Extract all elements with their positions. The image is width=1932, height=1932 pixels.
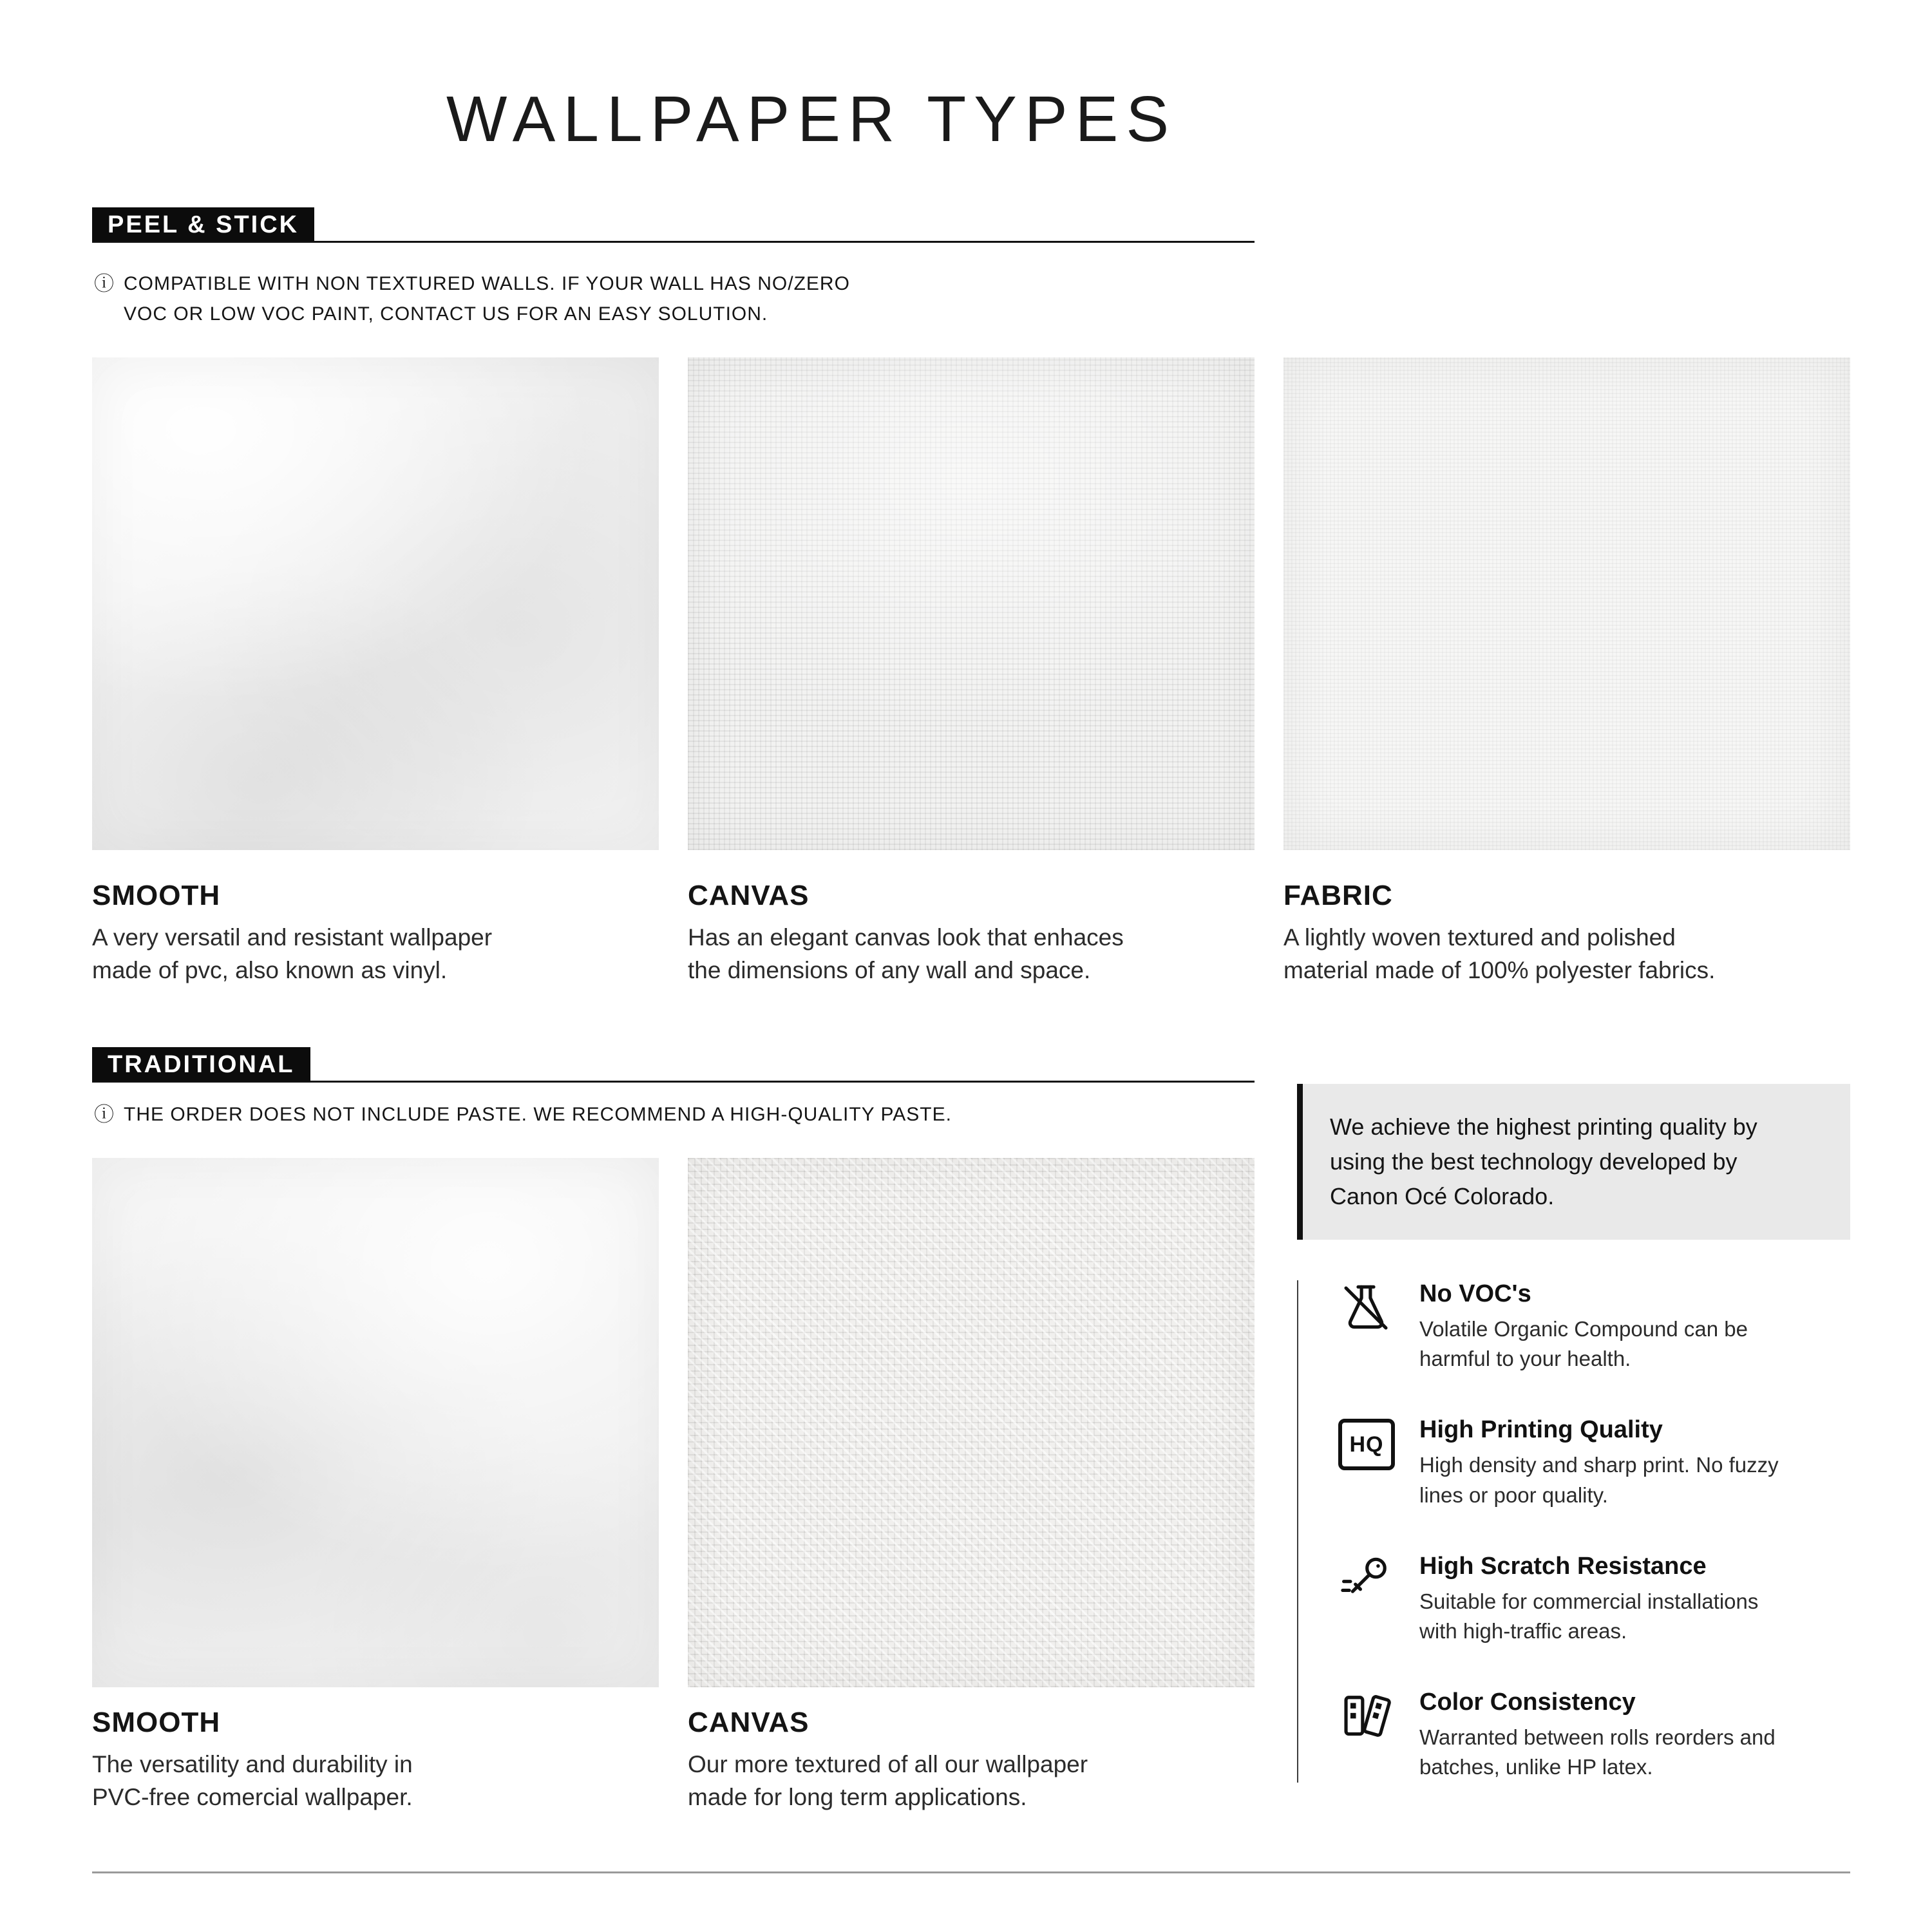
features-list bbox=[1297, 1280, 1850, 1783]
printing-quality-text: We achieve the highest printing quality by using the best technology developed by Canon Océ Colorado. bbox=[1330, 1113, 1757, 1209]
feature-item-color-consistency bbox=[1338, 1689, 1850, 1782]
section-badge-peel-stick: PEEL & STICK bbox=[92, 207, 314, 241]
traditional-canvas-column bbox=[688, 1158, 1255, 1814]
peel-stick-smooth-column bbox=[92, 357, 659, 987]
hq-icon bbox=[1338, 1416, 1403, 1470]
traditional-note bbox=[94, 1100, 952, 1130]
feature-description: Volatile Organic Compound can be harmful to your health. bbox=[1419, 1317, 1748, 1371]
type-description: A very versatil and resistant wallpaper made of pvc, also known as vinyl. bbox=[92, 924, 493, 984]
smooth-texture-image bbox=[92, 1158, 659, 1687]
peel-stick-note-text bbox=[124, 269, 850, 329]
peel-stick-canvas-column bbox=[688, 357, 1255, 987]
feature-text bbox=[1419, 1416, 1780, 1510]
fabric-texture-image bbox=[1283, 357, 1850, 850]
info-icon: ⓘ bbox=[94, 272, 115, 295]
smooth-texture-image bbox=[92, 357, 659, 850]
traditional-note-text bbox=[124, 1100, 952, 1130]
feature-title: No VOC's bbox=[1419, 1280, 1531, 1307]
feature-description: High density and sharp print. No fuzzy lines or poor quality. bbox=[1419, 1453, 1779, 1507]
feature-description: Warranted between rolls reorders and batches, unlike HP latex. bbox=[1419, 1725, 1776, 1779]
type-name: CANVAS bbox=[688, 1707, 810, 1738]
traditional-smooth-column bbox=[92, 1158, 659, 1814]
section-header-traditional bbox=[92, 1047, 1255, 1083]
type-description: Our more textured of all our wallpaper made for long term applications. bbox=[688, 1751, 1088, 1811]
scratch-resistance-icon bbox=[1338, 1553, 1403, 1611]
page-title: WALLPAPER TYPES bbox=[446, 83, 1177, 155]
info-icon: ⓘ bbox=[94, 1103, 115, 1126]
type-description: Has an elegant canvas look that enhaces the dimensions of any wall and space. bbox=[688, 924, 1124, 984]
peel-stick-swatches-row bbox=[92, 357, 1850, 987]
type-name: CANVAS bbox=[688, 880, 810, 911]
feature-title: Color Consistency bbox=[1419, 1689, 1636, 1716]
canvas-texture-image bbox=[688, 1158, 1255, 1687]
color-consistency-icon bbox=[1338, 1689, 1403, 1747]
feature-item-scratch-resistance bbox=[1338, 1553, 1850, 1646]
peel-stick-fabric-column bbox=[1283, 357, 1850, 987]
feature-text bbox=[1419, 1280, 1780, 1374]
type-description: A lightly woven textured and polished material made of 100% polyester fabrics. bbox=[1283, 924, 1716, 984]
bottom-divider bbox=[92, 1871, 1850, 1873]
feature-item-high-printing-quality bbox=[1338, 1416, 1850, 1510]
note-line-1: COMPATIBLE WITH NON TEXTURED WALLS. IF YOUR WALL HAS NO/ZERO bbox=[124, 273, 850, 294]
traditional-swatches-row bbox=[92, 1158, 1255, 1814]
type-name: SMOOTH bbox=[92, 880, 221, 911]
note-line-2: VOC OR LOW VOC PAINT, CONTACT US FOR AN EASY SOLUTION. bbox=[124, 303, 768, 325]
hq-icon-label: HQ bbox=[1338, 1419, 1395, 1470]
note-line-1: THE ORDER DOES NOT INCLUDE PASTE. WE RECOMMEND A HIGH-QUALITY PASTE. bbox=[124, 1104, 952, 1125]
type-name: SMOOTH bbox=[92, 1707, 221, 1738]
feature-title: High Printing Quality bbox=[1419, 1416, 1663, 1444]
type-name: FABRIC bbox=[1283, 880, 1393, 911]
feature-item-no-voc bbox=[1338, 1280, 1850, 1374]
peel-stick-note bbox=[94, 269, 850, 329]
section-header-peel-stick bbox=[92, 207, 1255, 243]
type-description: The versatility and durability in PVC-free comercial wallpaper. bbox=[92, 1751, 413, 1811]
feature-title: High Scratch Resistance bbox=[1419, 1552, 1707, 1580]
feature-text bbox=[1419, 1553, 1780, 1646]
feature-description: Suitable for commercial installations with high-traffic areas. bbox=[1419, 1589, 1759, 1643]
canvas-texture-image bbox=[688, 357, 1255, 850]
feature-text bbox=[1419, 1689, 1780, 1782]
no-voc-icon bbox=[1338, 1280, 1403, 1339]
printing-quality-callout bbox=[1297, 1084, 1850, 1240]
section-badge-traditional: TRADITIONAL bbox=[92, 1047, 310, 1081]
